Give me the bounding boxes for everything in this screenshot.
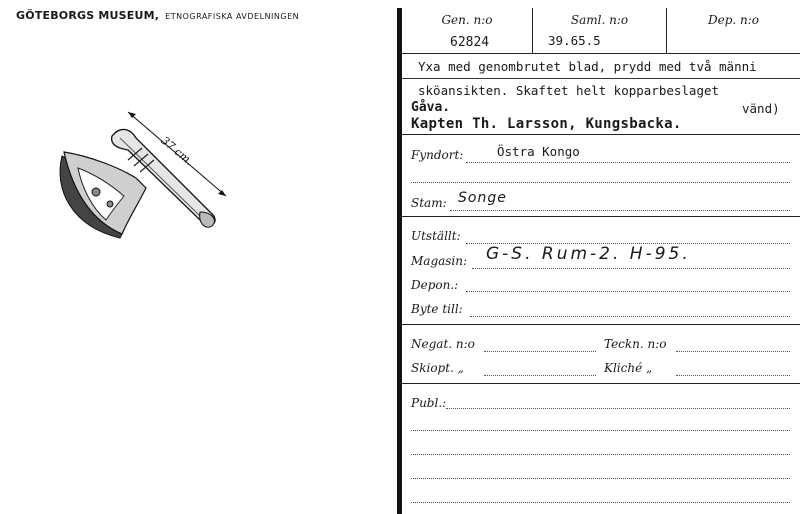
- negat-line: [484, 351, 596, 352]
- utstallt-label: Utställt:: [411, 229, 461, 243]
- byte-line: [470, 316, 790, 317]
- negat-label: Negat. n:o: [411, 337, 475, 351]
- gen-no-value: 62824: [450, 35, 490, 50]
- gen-no-label: Gen. n:o: [441, 13, 493, 27]
- divider: [402, 216, 800, 217]
- skiopt-label: Skiopt. „: [411, 361, 464, 375]
- teckn-label: Teckn. n:o: [604, 337, 667, 351]
- byte-label: Byte till:: [411, 302, 463, 316]
- kliche-label: Kliché „: [604, 361, 653, 375]
- magasin-value: G-S. Rum-2. H-95.: [486, 244, 691, 264]
- magasin-line: [472, 268, 790, 269]
- publ-label: Publ.:: [411, 396, 447, 410]
- publ-line: [411, 454, 790, 455]
- publ-line: [411, 478, 790, 479]
- gava-label: Gåva.: [411, 100, 451, 115]
- description-tail: vänd): [742, 101, 780, 116]
- stam-value: Songe: [458, 190, 507, 206]
- teckn-line: [676, 351, 790, 352]
- publ-line: [411, 430, 790, 431]
- museum-name: GÖTEBORGS MUSEUM,: [16, 9, 160, 22]
- divider: [402, 78, 800, 79]
- dep-no-label: Dep. n:o: [707, 13, 760, 27]
- fyndort-line: [466, 162, 790, 163]
- saml-no-value: 39.65.5: [548, 33, 601, 48]
- fyndort-line-2: [411, 182, 790, 183]
- fyndort-label: Fyndort:: [411, 148, 464, 162]
- divider: [402, 53, 800, 54]
- skiopt-line: [484, 375, 596, 376]
- museum-header: [16, 9, 299, 22]
- description-line-2: sköansikten. Skaftet helt kopparbeslaget: [418, 83, 720, 98]
- card-left-border: [397, 8, 402, 514]
- divider: [402, 324, 800, 325]
- depon-label: Depon.:: [411, 278, 459, 292]
- dimension-label: 37 cm.: [158, 133, 196, 169]
- publ-line: [446, 408, 790, 409]
- magasin-label: Magasin:: [411, 254, 468, 268]
- divider: [402, 383, 800, 384]
- department-name: ETNOGRAFISKA AVDELNINGEN: [165, 12, 300, 21]
- stam-label: Stam:: [411, 196, 447, 210]
- fyndort-value: Östra Kongo: [497, 144, 580, 159]
- depon-line: [466, 291, 790, 292]
- donor-text: Kapten Th. Larsson, Kungsbacka.: [411, 116, 682, 132]
- publ-line: [411, 502, 790, 503]
- divider: [402, 134, 800, 135]
- description-line-1: Yxa med genombrutet blad, prydd med två männi: [418, 59, 757, 74]
- stam-line: [450, 210, 790, 211]
- kliche-line: [676, 375, 790, 376]
- saml-no-label: Saml. n:o: [570, 13, 629, 27]
- axe-drawing: [50, 108, 240, 248]
